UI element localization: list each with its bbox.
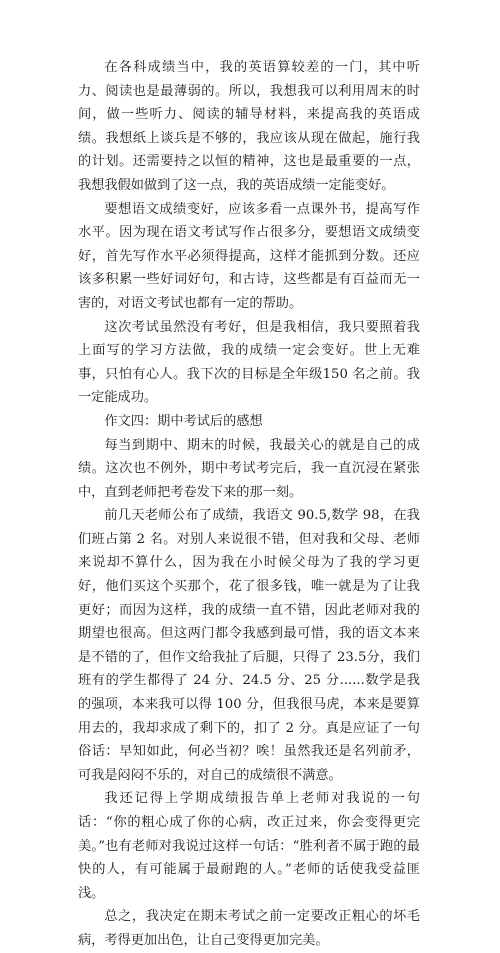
essay-title: 作文四：期中考试后的感想	[104, 413, 263, 429]
essay-paragraph-conclusion: 总之，我决定在期末考试之前一定要改正粗心的坏毛病，考得更加出色，让自己变得更加完美。	[78, 909, 420, 948]
paragraph-next-goal: 这次考试虽然没有考好，但是我相信，我只要照着我上面写的学习方法做，我的成绩一定会变好。世上无难事，只怕有心人。我下次的目标是全年级150 名之前。我一定能成功。	[78, 319, 420, 406]
paragraph-english-plan: 在各科成绩当中，我的英语算较差的一门，其中听力、阅读也是最薄弱的。所以，我想我可以利用周末的时间，做一些听力、阅读的辅导材料，来提高我的英语成绩。我想纸上谈兵是不够的，我应该从现在做起，施行我的计划。还需要持之以恒的精神，这也是最重要的一点，我想我假如做到了这一点，我的英语成绩一定能变好。	[78, 60, 420, 193]
essay-paragraph-intro: 每当到期中、期末的时候，我最关心的就是自己的成绩。这次也不例外，期中考试考完后，我一直沉浸在紧张中，直到老师把考卷发下来的那一刻。	[78, 437, 420, 500]
essay-paragraph-results: 前几天老师公布了成绩，我语文 90.5,数学 98，在我们班占第 2 名。对别人来说很不错，但对我和父母、老师来说却不算什么，因为我在小时候父母为了我的学习更好，他们买这个买那个，花了很多钱，唯一就是为了让我更好；而因为这样，我的成绩一直不错，因此老师对我的期望也很高。但这两门都令我感到最可惜，我的语文本来是不错的了，但作文给我扯了后腿，只得了 23.5分，我们班有的学生都得了 24 分、24.5 分、25 分......数学是我的强项，本来我可以得 100 分，但我很马虎，本来是要算用去的，我却求成了剩下的，扣了 2 分。真是应证了一句俗话：早知如此，何必当初？唉！虽然我还是名列前矛，可我是闷闷不乐的，对自己的成绩很不满意。	[78, 508, 420, 783]
essay-paragraph-teacher-words: 我还记得上学期成绩报告单上老师对我说的一句话：“你的粗心成了你的心病，改正过来，你会变得更完美。”也有老师对我说过这样一句话：“胜利者不属于跑的最快的人，有可能属于最耐跑的人。”老师的话使我受益匪浅。	[78, 791, 420, 901]
document-body	[78, 56, 420, 953]
paragraph-chinese-plan: 要想语文成绩变好，应该多看一点课外书，提高写作水平。因为现在语文考试写作占很多分，要想语文成绩变好，首先写作水平必须得提高，这样才能抓到分数。还应该多积累一些好词好句，和古诗，这些都是有百益而无一害的，对语文考试也都有一定的帮助。	[78, 201, 420, 311]
